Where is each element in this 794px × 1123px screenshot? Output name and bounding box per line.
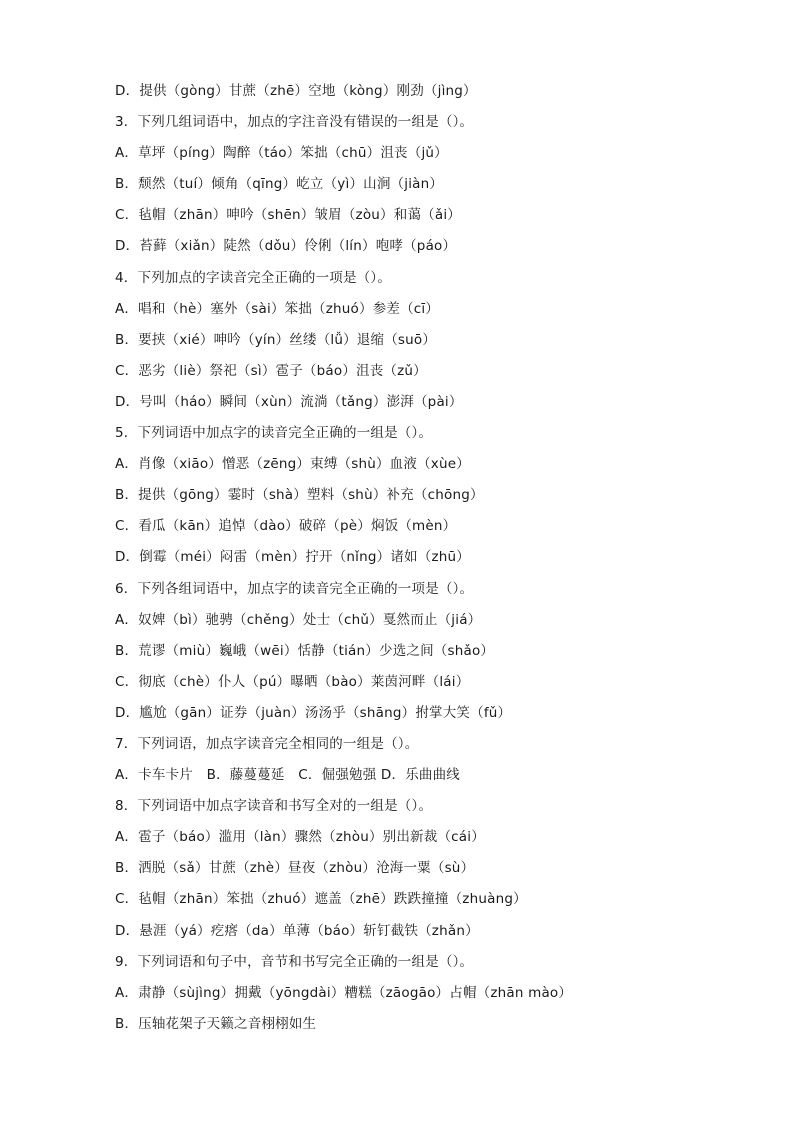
option-c-line: C．看瓜（kān）追悼（dào）破碎（pè）焖饭（mèn） xyxy=(115,518,457,535)
options-inline-line: A．卡车卡片 B．藤蔓蔓延 C．倔强勉强 D．乐曲曲线 xyxy=(115,767,461,784)
option-c-line: C．恶劣（liè）祭祀（sì）雹子（báo）沮丧（zǔ） xyxy=(115,362,427,379)
option-a-line: A．雹子（báo）滥用（làn）骤然（zhòu）别出新裁（cái） xyxy=(115,829,485,846)
option-a-line: A．唱和（hè）塞外（sài）笨拙（zhuó）参差（cī） xyxy=(115,300,440,317)
option-d-line: D．提供（gòng）甘蔗（zhē）空地（kòng）刚劲（jìng） xyxy=(115,83,477,99)
option-b-line: B．压轴花架子天籁之音栩栩如生 xyxy=(115,1015,317,1032)
option-d-line: D．号叫（háo）瞬间（xùn）流淌（tǎng）澎湃（pài） xyxy=(115,393,463,410)
option-b-line: B．荒谬（miù）巍峨（wēi）恬静（tián）少选之间（shǎo） xyxy=(115,642,495,659)
option-b-line: B．洒脱（sǎ）甘蔗（zhè）昼夜（zhòu）沧海一粟（sù） xyxy=(115,860,475,877)
option-b-line: B．颓然（tuí）倾角（qīng）屹立（yì）山涧（jiàn） xyxy=(115,176,444,193)
option-d-line: D．悬涯（yá）疙瘩（da）单薄（báo）斩钉截铁（zhǎn） xyxy=(115,922,479,939)
option-a-line: A．草坪（píng）陶醉（táo）笨拙（chū）沮丧（jǔ） xyxy=(115,145,448,162)
question-4: 4．下列加点的字读音完全正确的一项是（）。 xyxy=(115,269,392,286)
option-c-line: C．彻底（chè）仆人（pú）曝晒（bào）莱茵河畔（lái） xyxy=(115,673,470,690)
option-b-line: B．提供（gōng）霎时（shà）塑料（shù）补充（chōng） xyxy=(115,487,484,504)
option-a-line: A．肃静（sùjìng）拥戴（yōngdài）糟糕（zāogāo）占帽（zhān mào） xyxy=(115,984,573,1001)
option-d-line: D．苔藓（xiǎn）陡然（dǒu）伶俐（lín）咆哮（páo） xyxy=(115,238,457,255)
option-d-line: D．倒霉（méi）闷雷（mèn）拧开（nǐng）诸如（zhū） xyxy=(115,549,470,566)
question-5: 5．下列词语中加点字的读音完全正确的一组是（）。 xyxy=(115,425,433,442)
option-b-line: B．要挟（xié）呻吟（yín）丝缕（lǚ）退缩（suō） xyxy=(115,331,437,348)
option-d-line: D．尴尬（gān）证券（juàn）汤汤乎（shāng）拊掌大笑（fǔ） xyxy=(115,704,512,721)
option-c-line: C．毡帽（zhān）呻吟（shēn）皱眉（zòu）和蔼（ǎi） xyxy=(115,207,461,224)
option-c-line: C．毡帽（zhān）笨拙（zhuó）遮盖（zhē）跌跌撞撞（zhuàng） xyxy=(115,891,527,908)
option-a-line: A．肖像（xiāo）憎恶（zēng）束缚（shù）血液（xùe） xyxy=(115,456,470,473)
question-9: 9．下列词语和句子中，音节和书写完全正确的一组是（）。 xyxy=(115,953,474,970)
option-a-line: A．奴婢（bì）驰骋（chěng）处士（chǔ）戛然而止（jiá） xyxy=(115,611,482,628)
question-8: 8．下列词语中加点字读音和书写全对的一组是（）。 xyxy=(115,798,433,815)
question-list xyxy=(115,80,755,1044)
question-7: 7．下列词语，加点字读音完全相同的一组是（）。 xyxy=(115,735,419,752)
question-6: 6．下列各组词语中，加点字的读音完全正确的一项是（）。 xyxy=(115,580,474,597)
question-3: 3．下列几组词语中，加点的字注音没有错误的一组是（）。 xyxy=(115,114,474,131)
